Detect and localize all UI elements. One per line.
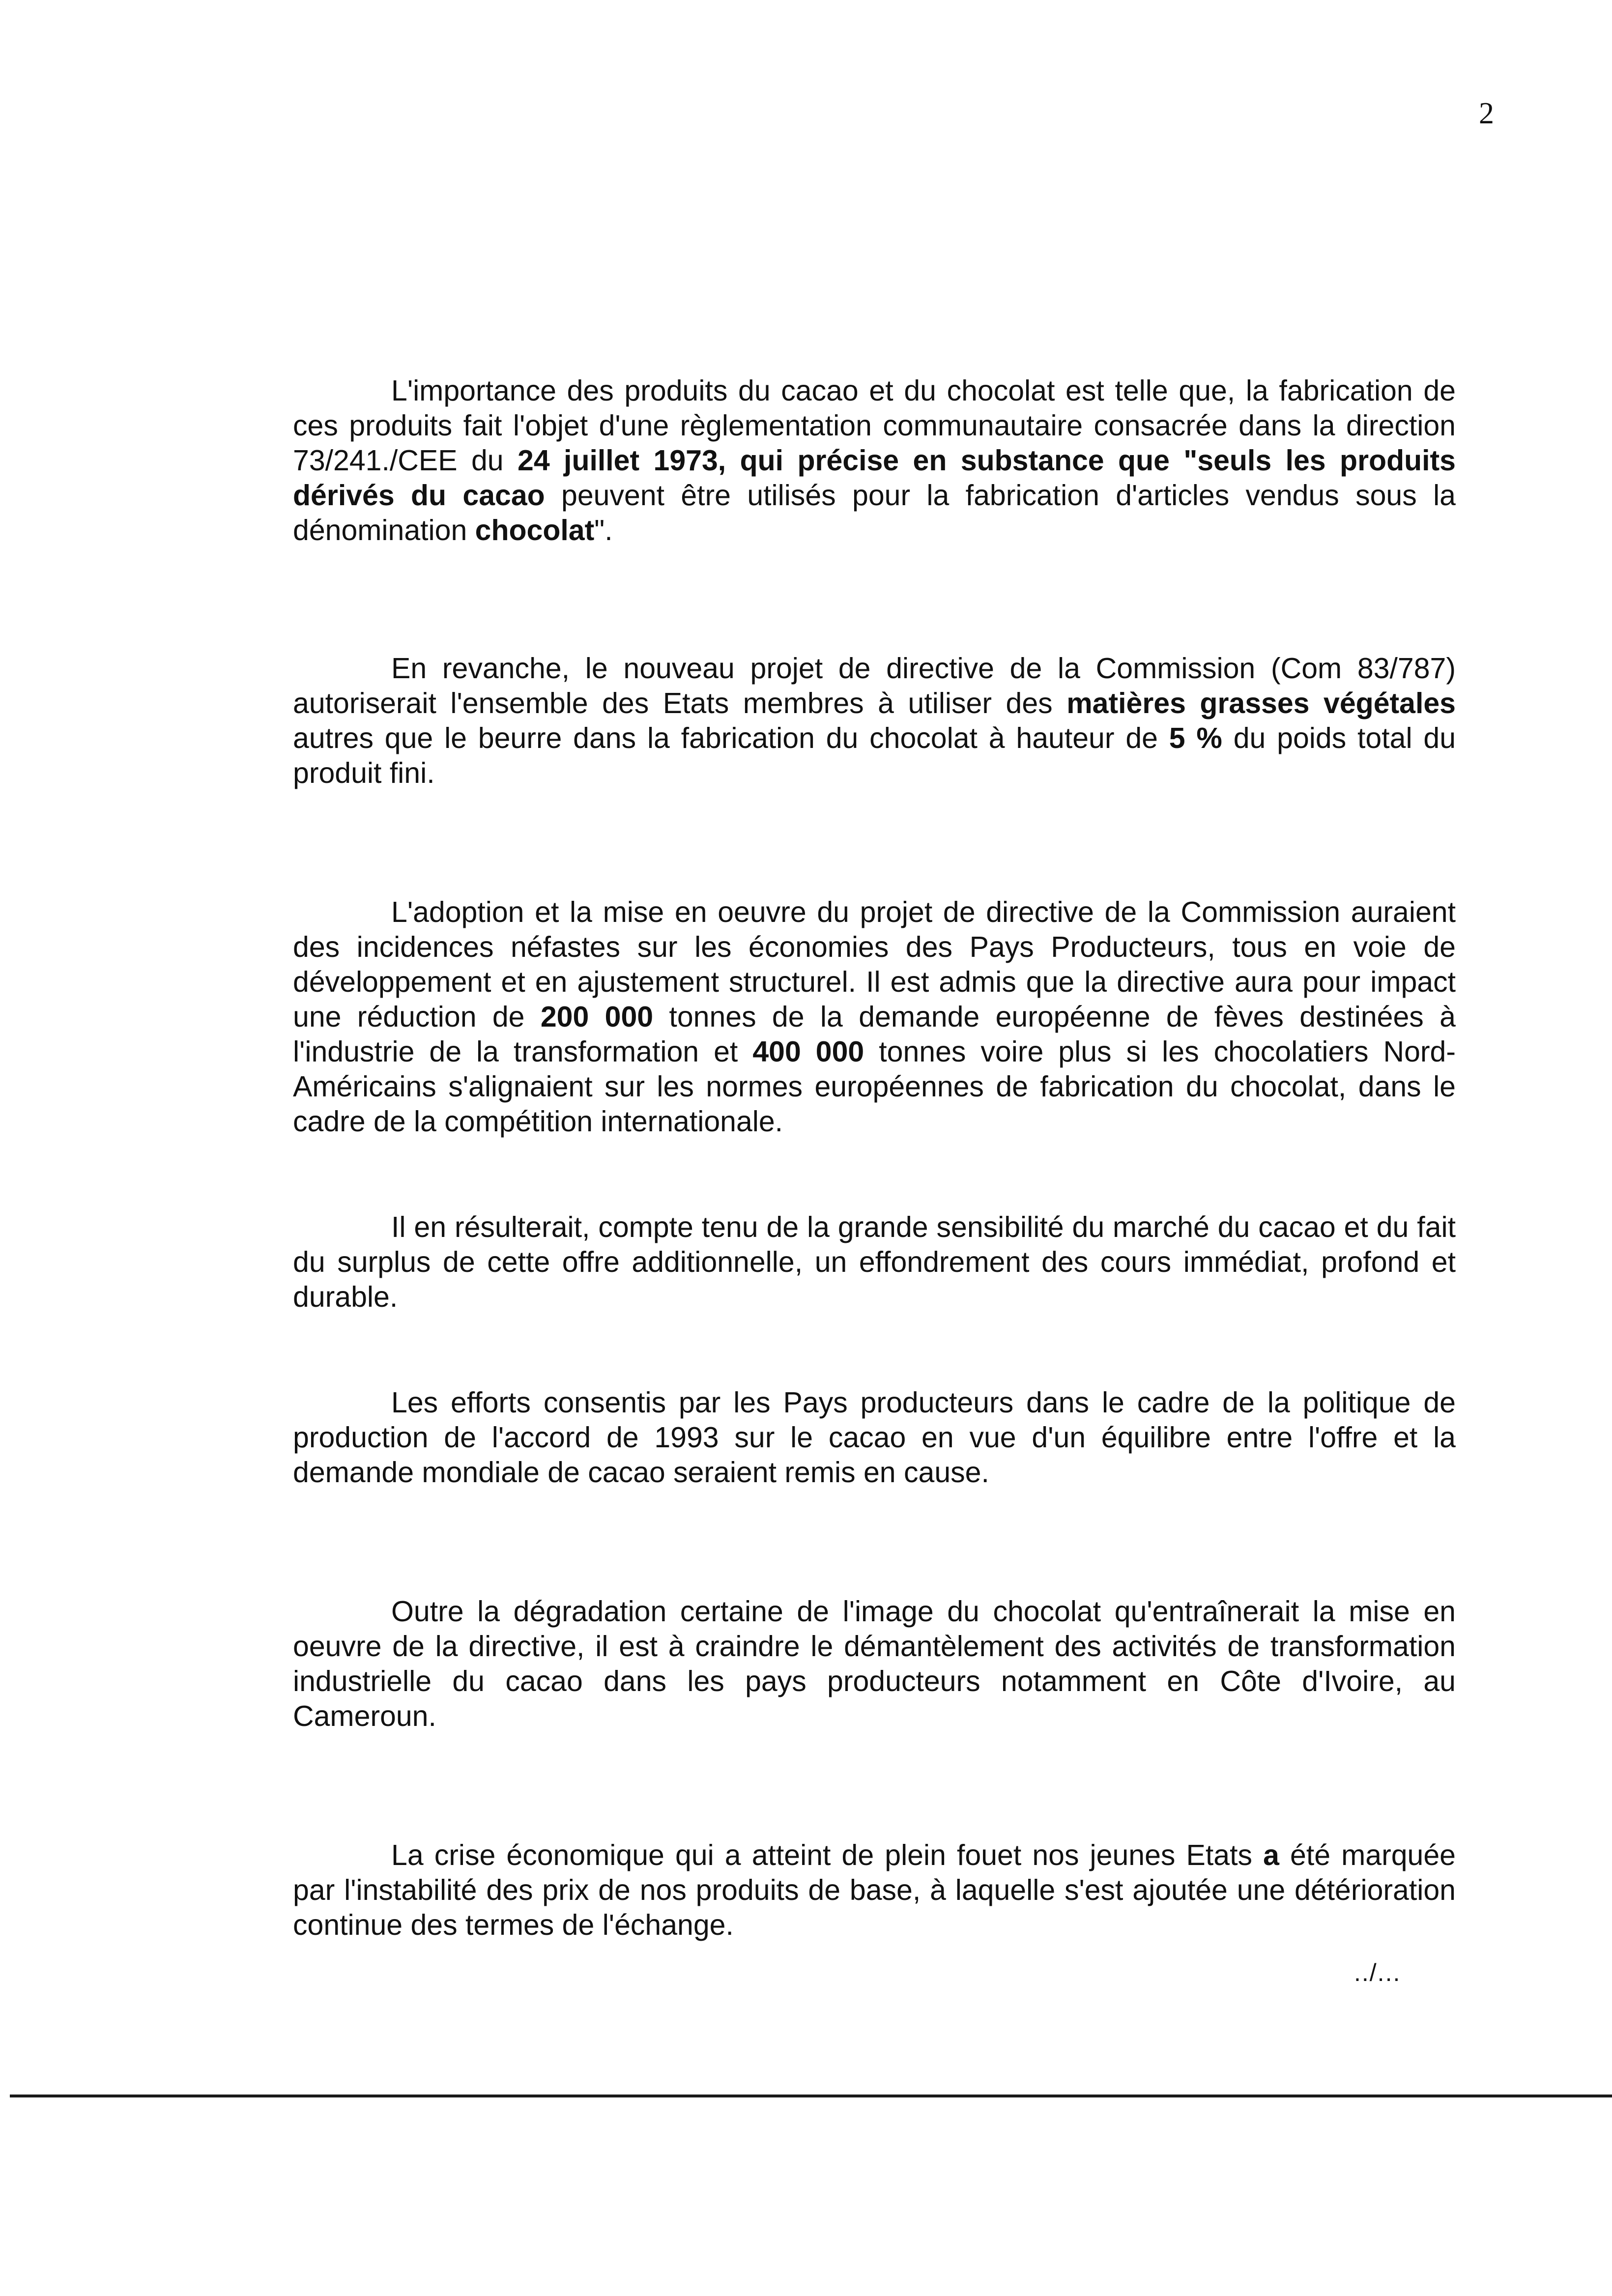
paragraph-1-text-a: L'importance des produits du cacao et du chocolat est telle que, la fabrication de ces produits fait l'objet d'une règlementation communautaire consacrée dans la direction 73/241./CEE du — [293, 374, 1456, 477]
paragraph-directive-impact — [293, 895, 1456, 1139]
page-number: 2 — [1479, 97, 1494, 130]
paragraph-1-text-c: ". — [594, 514, 613, 546]
paragraph-7-a-bold: a — [1263, 1839, 1279, 1871]
paragraph-new-directive — [293, 651, 1456, 791]
paragraph-3-200000-bold: 200 000 — [540, 1001, 654, 1033]
paragraph-economic-crisis — [293, 1838, 1456, 1943]
paragraph-1-date-bold: 24 juillet 1973, qui précise en substance que "seuls les produits dérivés du — [293, 444, 1456, 512]
continuation-mark: ../... — [1354, 1959, 1401, 1986]
paragraph-image-degradation: Outre la dégradation certaine de l'image du chocolat qu'entraînerait la mise en oeuvre de la directive, il est à craindre le démantèlement des activités de transformation industrielle du cacao dans les pays producteurs notamment en Côte d'Ivoire, au Cameroun. — [293, 1595, 1456, 1732]
paragraph-2-percent-bold: 5 % — [1169, 722, 1222, 754]
paragraph-1-cacao-bold: cacao — [462, 479, 545, 512]
paragraph-chocolate-regulation — [293, 373, 1456, 548]
footer-rule — [10, 2095, 1612, 2097]
paragraph-2-text-b: autres que le beurre dans la fabrication du chocolat à hauteur de — [293, 722, 1169, 754]
paragraph-7-text-b: été marquée par l'instabilité des prix de nos produits de base, à laquelle s'est ajoutée une détérioration continue des termes de l'échange. — [293, 1839, 1456, 1941]
paragraph-7-text-a: La crise économique qui a atteint de plein fouet nos jeunes Etats — [391, 1839, 1264, 1871]
paragraph-3-text-a: L'adoption et la mise en oeuvre du projet de directive de la Commission auraient des incidences néfastes sur les économies des Pays Producteurs, tous en voie de développement et en ajustement structurel. Il est admis que la directive aura pour impact une réduction de — [293, 896, 1456, 1033]
paragraph-2-fats-bold: matières grasses végétales — [1066, 687, 1456, 719]
paragraph-market-collapse: Il en résulterait, compte tenu de la grande sensibilité du marché du cacao et du fait du surplus de cette offre additionnelle, un effondrement des cours immédiat, profond et durable. — [293, 1211, 1456, 1313]
paragraph-3-text-c: tonnes voire plus si les chocolatiers Nord-Américains s'alignaient sur les normes européennes de fabrication du chocolat, dans le cadre de la compétition internationale. — [293, 1035, 1456, 1138]
paragraph-producer-efforts: Les efforts consentis par les Pays producteurs dans le cadre de la politique de production de l'accord de 1993 sur le cacao en vue d'un équilibre entre l'offre et la demande mondiale de cacao seraient remis en cause. — [293, 1386, 1456, 1489]
paragraph-2-text-c: du poids total du produit fini. — [293, 722, 1456, 789]
paragraph-3-400000-bold: 400 000 — [752, 1035, 864, 1068]
paragraph-1-text-b: peuvent être utilisés pour la fabrication d'articles vendus sous la dénomination — [293, 479, 1456, 546]
paragraph-2-text-a: En revanche, le nouveau projet de directive de la Commission (Com 83/787) autoriserait l'ensemble des Etats membres à utiliser des — [293, 652, 1456, 719]
paragraph-3-text-b: tonnes de la demande européenne de fèves destinées à l'industrie de la transformation et — [293, 1001, 1456, 1068]
document-body — [293, 373, 1456, 1943]
paragraph-1-chocolat-bold: chocolat — [475, 514, 595, 546]
